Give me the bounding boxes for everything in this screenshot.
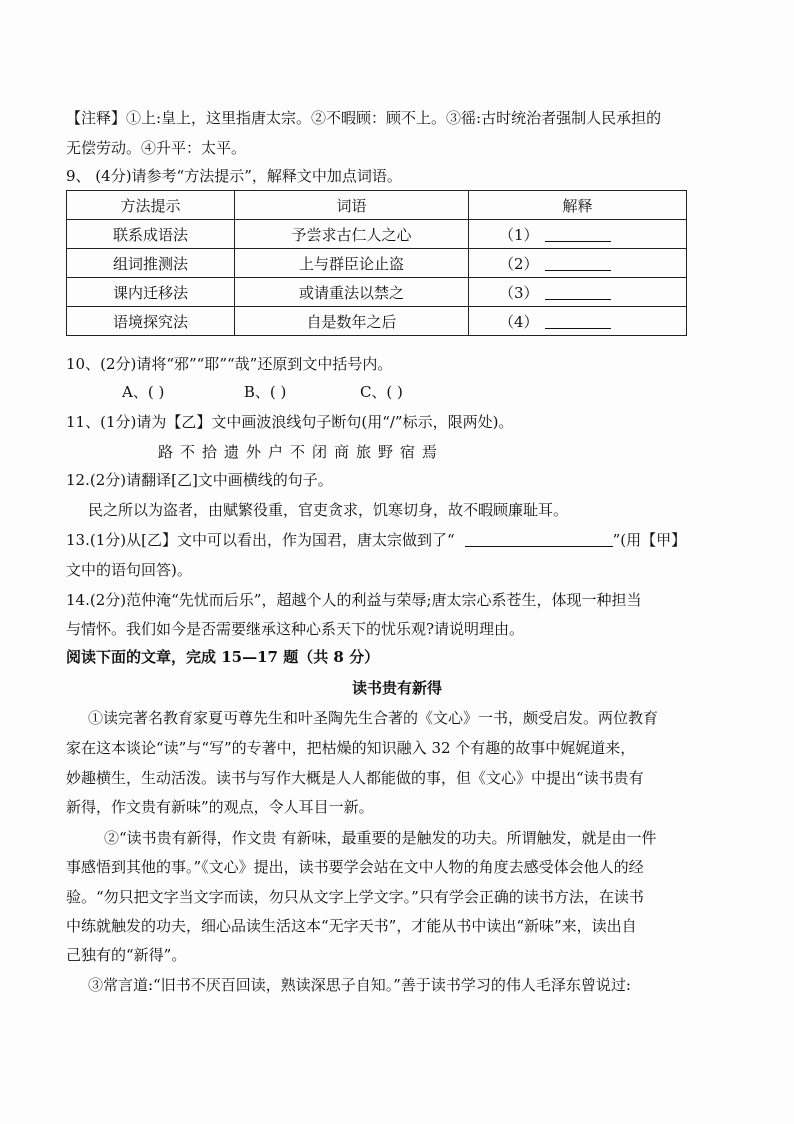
q14-line-1: 14.(2分)范仲淹“先忧而后乐”，超越个人的利益与荣辱;唐太宗心系苍生，体现一种担当 bbox=[66, 591, 642, 609]
q10-option-b[interactable]: B、( ) bbox=[243, 383, 287, 401]
method-table bbox=[66, 190, 687, 336]
table-header-phrase: 词语 bbox=[235, 191, 469, 220]
article-title: 读书贵有新得 bbox=[351, 679, 442, 697]
answer-cell[interactable]: （3） bbox=[469, 278, 687, 307]
answer-blank[interactable] bbox=[545, 285, 611, 300]
q13-line-1: 13.(1分)从[乙】文中可以看出，作为国君，唐太宗做到了“ ”(用【甲】 bbox=[66, 531, 687, 549]
answer-cell[interactable]: （2） bbox=[469, 249, 687, 278]
method-cell: 联系成语法 bbox=[67, 220, 235, 249]
paragraph-2-line: 己独有的“新得”。 bbox=[66, 946, 187, 964]
answer-cell[interactable]: （4） bbox=[469, 307, 687, 336]
paragraph-2-line: 中练就触发的功夫，细心品读生活这本“无字天书”，才能从书中读出“新味”来，读出自 bbox=[66, 917, 637, 935]
table-row bbox=[67, 220, 687, 249]
table-row bbox=[67, 249, 687, 278]
q10-option-a[interactable]: A、( ) bbox=[122, 383, 165, 401]
answer-blank[interactable] bbox=[545, 314, 611, 329]
answer-blank[interactable] bbox=[545, 227, 611, 242]
paragraph-1-line: 家在这本谈论“读”与“写”的专著中，把枯燥的知识融入 32 个有趣的故事中娓娓道来， bbox=[66, 739, 636, 757]
phrase-cell: 自是数年之后 bbox=[235, 307, 469, 336]
method-cell: 组词推测法 bbox=[67, 249, 235, 278]
notes-text-1: 【注释】①上:皇上，这里指唐太宗。②不暇顾：顾不上。③徭:古时统治者强制人民承担的 bbox=[66, 109, 662, 127]
q13-answer-blank[interactable] bbox=[465, 532, 613, 547]
phrase-cell: 予尝求古仁人之心 bbox=[235, 220, 469, 249]
notes-line-2: 无偿劳动。④升平：太平。 bbox=[66, 139, 247, 157]
q12-sentence: 民之所以为盗者，由赋繁役重，官吏贪求，饥寒切身，故不暇顾廉耻耳。 bbox=[88, 501, 569, 519]
paragraph-1-line: 妙趣横生，生动活泼。读书与写作大概是人人都能做的事，但《文心》中提出“读书贵有 bbox=[66, 769, 644, 787]
reading-instruction: 阅读下面的文章，完成 15—17 题（共 8 分） bbox=[66, 648, 380, 666]
paragraph-2-line: 验。“勿只把文字当文字而读，勿只从文字上学文字。”只有学会正确的读书方法，在读书 bbox=[66, 888, 644, 906]
q10-title: 10、(2分)请将“邪”“耶”“哉”还原到文中括号内。 bbox=[66, 355, 393, 373]
table-header-row bbox=[67, 191, 687, 220]
table-header-answer: 解释 bbox=[469, 191, 687, 220]
paragraph-2-line: ②“读书贵有新得，作文贵 有新味，最重要的是触发的功夫。所谓触发，就是由一件 bbox=[104, 829, 657, 847]
method-cell: 语境探究法 bbox=[67, 307, 235, 336]
q13-line-2: 文中的语句回答)。 bbox=[66, 561, 192, 579]
paragraph-1-line: 新得，作文贵有新味”的观点，令人耳目一新。 bbox=[66, 798, 374, 816]
phrase-cell: 上与群臣论止盗 bbox=[235, 249, 469, 278]
table-row bbox=[67, 307, 687, 336]
q14-line-2: 与情怀。我们如今是否需要继承这种心系天下的忧乐观?请说明理由。 bbox=[66, 620, 525, 638]
paragraph-1-line: ①读完著名教育家夏丏尊先生和叶圣陶先生合著的《文心》一书，颇受启发。两位教育 bbox=[88, 709, 659, 727]
paragraph-3-line: ③常言道:“旧书不厌百回读，熟读深思子自知。”善于读书学习的伟人毛泽东曾说过: bbox=[88, 976, 631, 994]
table-header-method: 方法提示 bbox=[67, 191, 235, 220]
answer-blank[interactable] bbox=[545, 256, 611, 271]
q10-option-c[interactable]: C、( ) bbox=[359, 383, 403, 401]
q11-sentence: 路不拾遗外户不闭商旅野宿焉 bbox=[158, 443, 445, 461]
notes-line-1 bbox=[66, 108, 661, 128]
q11-title: 11、(1分)请为【乙】文中画波浪线句子断句(用“/”标示，限两处)。 bbox=[66, 413, 514, 431]
phrase-cell: 或请重法以禁之 bbox=[235, 278, 469, 307]
paragraph-2-line: 事感悟到其他的事。”《文心》提出，读书要学会站在文中人物的角度去感受体会他人的经 bbox=[66, 858, 644, 876]
q10-options bbox=[122, 382, 403, 402]
table-row bbox=[67, 278, 687, 307]
method-cell: 课内迁移法 bbox=[67, 278, 235, 307]
answer-cell[interactable]: （1） bbox=[469, 220, 687, 249]
q9-title: 9、 (4分)请参考“方法提示”，解释文中加点词语。 bbox=[66, 167, 402, 185]
q12-title: 12.(2分)请翻译[乙]文中画横线的句子。 bbox=[66, 471, 333, 489]
